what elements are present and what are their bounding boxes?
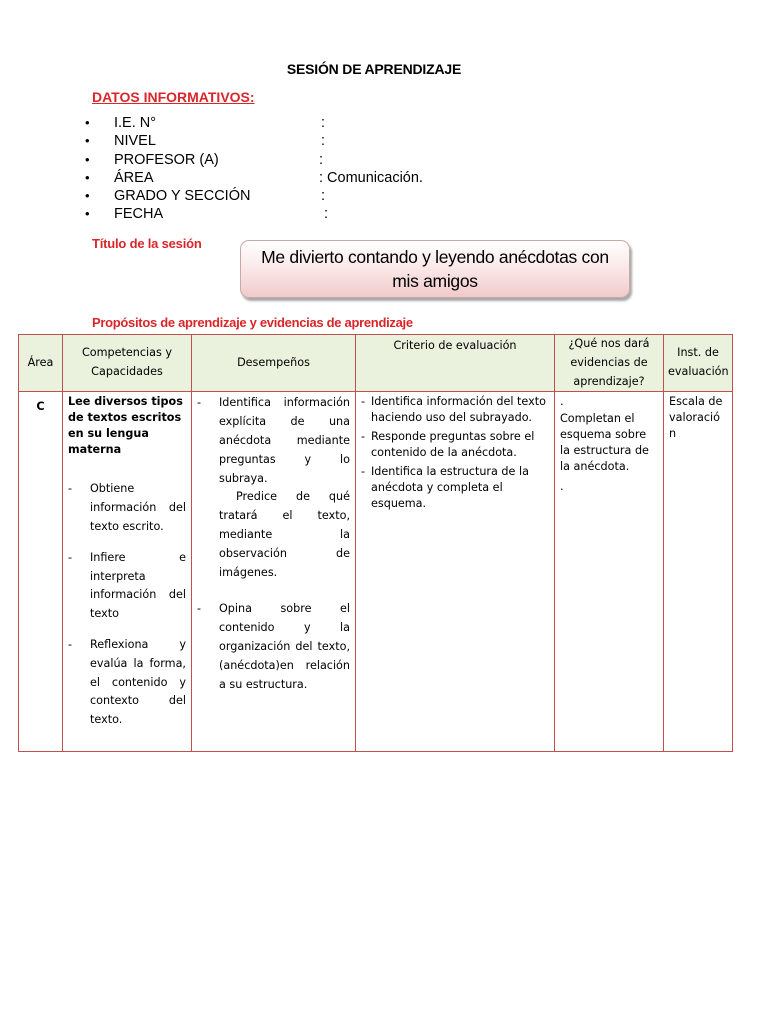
dash-marker: -: [197, 602, 202, 616]
cell-instrumento: Escala de valoración: [664, 392, 733, 752]
info-label: I.E. N°: [114, 115, 157, 131]
bullet-icon: •: [85, 188, 90, 204]
criterio-text: Responde preguntas sobre el contenido de la anécdota.: [371, 430, 535, 460]
header-criterio: Criterio de evaluación: [356, 335, 555, 392]
cell-evidencias: [555, 392, 664, 752]
capacidad-text: Obtiene información del texto escrito.: [90, 482, 186, 533]
dash-marker: -: [197, 396, 202, 410]
info-value: :: [324, 206, 329, 223]
table-row: [19, 392, 733, 752]
desempeno-text: Opina sobre el contenido y la organización del texto, (anécdota)en relación a su estructura.: [219, 602, 350, 691]
competencia-title: Lee diversos tipos de textos escritos en su lengua materna: [68, 395, 183, 457]
bullet-icon: •: [85, 133, 90, 149]
info-value: :: [321, 188, 326, 205]
session-title-label: Título de la sesión: [92, 236, 202, 251]
capacidad-item: [68, 549, 186, 624]
header-instrumento: Inst. de evaluación: [664, 335, 733, 392]
session-title-box: [240, 240, 630, 298]
dash-marker: -: [68, 550, 73, 564]
document-title: SESIÓN DE APRENDIZAJE: [286, 61, 462, 77]
cell-criterios: [356, 392, 555, 752]
session-title: Me divierto contando y leyendo anécdotas con mis amigos: [261, 247, 609, 291]
cell-area: C: [19, 392, 63, 752]
info-label: ÁREA: [114, 169, 154, 186]
info-value: :: [321, 115, 326, 131]
criterio-item: [361, 429, 549, 461]
criterio-text: Identifica la estructura de la anécdota y completa el esquema.: [371, 465, 529, 511]
evidencia-dot: .: [560, 480, 564, 494]
bullet-icon: •: [85, 206, 90, 222]
evidencia-text: Completan el esquema sobre la estructura de la anécdota.: [560, 412, 649, 474]
criterio-item: [361, 464, 549, 512]
info-value: :: [319, 151, 324, 168]
desempeno-item: [197, 600, 350, 694]
desempeno-text: Predice de qué tratará el texto, mediante la observación de imágenes.: [219, 490, 350, 579]
datos-informativos-heading: DATOS INFORMATIVOS:: [92, 89, 255, 105]
header-desempenos: Desempeños: [192, 335, 356, 392]
info-value: : Comunicación.: [319, 169, 423, 186]
learning-table: [18, 334, 733, 752]
criterio-item: [361, 394, 549, 426]
header-competencias: Competencias y Capacidades: [63, 335, 192, 392]
dash-marker: -: [361, 430, 366, 444]
bullet-icon: •: [85, 169, 90, 185]
info-value: :: [321, 133, 326, 150]
cell-competencias: [63, 392, 192, 752]
info-label: PROFESOR (A): [114, 151, 219, 168]
desempeno-block: [219, 394, 350, 582]
cell-desempenos: [192, 392, 356, 752]
dash-marker: -: [68, 637, 73, 651]
dash-marker: -: [361, 395, 366, 409]
desempeno-text: Identifica información explícita de una anécdota mediante preguntas y lo subraya.: [219, 396, 350, 485]
info-label: NIVEL: [114, 133, 156, 150]
header-evidencias: ¿Qué nos dará evidencias de aprendizaje?: [555, 335, 664, 392]
dash-marker: -: [68, 482, 73, 496]
capacidad-text: Infiere e interpreta información del texto: [90, 550, 186, 621]
capacidad-item: [68, 636, 186, 730]
header-area: Área: [19, 335, 63, 392]
bullet-icon: •: [85, 115, 90, 130]
criterio-text: Identifica información del texto haciendo uso del subrayado.: [371, 395, 546, 425]
bullet-icon: •: [85, 151, 90, 167]
info-label: FECHA: [114, 206, 164, 223]
table-header-row: [19, 335, 733, 392]
propositos-heading: Propósitos de aprendizaje y evidencias de aprendizaje: [92, 315, 413, 330]
desempeno-item: [197, 394, 350, 582]
dash-marker: -: [361, 465, 366, 479]
capacidad-text: Reflexiona y evalúa la forma, el contenido y contexto del texto.: [90, 637, 186, 727]
capacidad-item: [68, 480, 186, 536]
info-label: GRADO Y SECCIÓN: [114, 188, 251, 205]
evidencia-dot: .: [560, 395, 564, 409]
